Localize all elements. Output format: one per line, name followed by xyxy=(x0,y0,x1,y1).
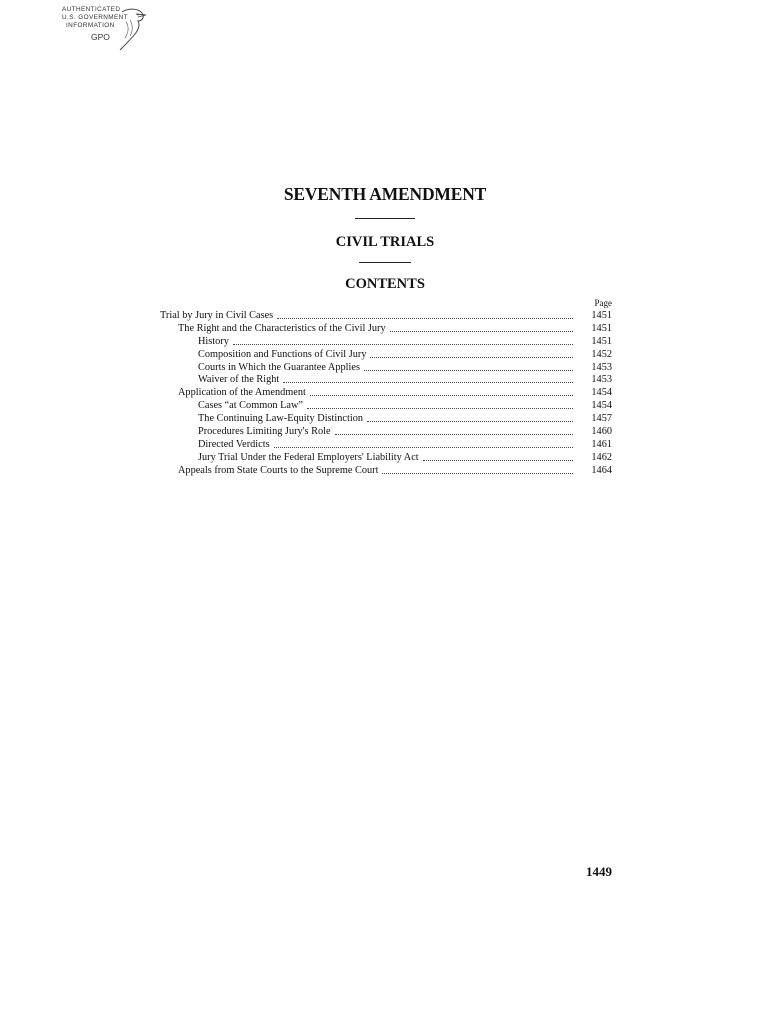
toc-dot-leader xyxy=(274,447,573,448)
toc-dot-leader xyxy=(233,344,573,345)
toc-entry xyxy=(160,426,612,439)
toc-entry-line xyxy=(198,413,577,426)
toc-entry-page: 1454 xyxy=(591,387,612,399)
gpo-authentication-seal xyxy=(62,6,148,54)
title-divider xyxy=(355,218,415,219)
toc-dot-leader xyxy=(310,395,573,396)
toc-entry-line xyxy=(198,374,577,387)
toc-entry-title: Procedures Limiting Jury's Role xyxy=(198,426,331,438)
toc-entry-title: Appeals from State Courts to the Supreme Court xyxy=(178,464,379,476)
toc-entry-page: 1461 xyxy=(591,438,612,450)
toc-entry-page: 1452 xyxy=(591,348,612,360)
toc-entry xyxy=(160,439,612,452)
seal-text-gpo: GPO xyxy=(91,32,110,42)
toc-entry-title: Directed Verdicts xyxy=(198,438,270,450)
seal-text-authenticated: AUTHENTICATED xyxy=(62,6,121,13)
toc-entry-line xyxy=(198,452,577,465)
toc-entry-line xyxy=(198,362,577,375)
toc-entry-line xyxy=(178,387,577,400)
toc-entry xyxy=(160,349,612,362)
toc-entry-title: History xyxy=(198,335,229,347)
toc-entry-line xyxy=(198,439,577,452)
toc-entry-page: 1451 xyxy=(591,322,612,334)
toc-entry-title: Trial by Jury in Civil Cases xyxy=(160,310,274,321)
toc-entry-title: The Right and the Characteristics of the Civil Jury xyxy=(178,322,386,334)
toc-entry-line xyxy=(198,400,577,413)
toc-dot-leader xyxy=(370,357,573,358)
contents-heading: CONTENTS xyxy=(345,276,425,292)
toc-entry-line xyxy=(160,310,577,323)
toc-entry xyxy=(160,323,612,336)
toc-entry-page: 1462 xyxy=(591,451,612,463)
toc-dot-leader xyxy=(390,331,573,332)
toc-dot-leader xyxy=(277,318,573,319)
toc-entry-title: Cases “at Common Law” xyxy=(198,400,303,412)
toc-entry-page: 1464 xyxy=(591,464,612,476)
toc-dot-leader xyxy=(364,370,573,371)
toc-entry-page: 1453 xyxy=(591,374,612,386)
subtitle-divider xyxy=(359,262,411,263)
toc-entry-title: Waiver of the Right xyxy=(198,374,280,386)
toc-entry-page: 1451 xyxy=(591,310,612,321)
toc-dot-leader xyxy=(423,460,573,461)
toc-entry-page: 1453 xyxy=(591,361,612,373)
toc-entry xyxy=(160,310,612,323)
toc-dot-leader xyxy=(335,434,573,435)
toc-entry-line xyxy=(178,323,577,336)
toc-dot-leader xyxy=(307,408,573,409)
toc-entry xyxy=(160,374,612,387)
toc-entry-title: Composition and Functions of Civil Jury xyxy=(198,348,367,360)
toc-entry xyxy=(160,413,612,426)
toc-entry-line xyxy=(198,336,577,349)
toc-entry-page: 1457 xyxy=(591,413,612,425)
table-of-contents xyxy=(160,310,612,478)
seal-text-government: U.S. GOVERNMENT xyxy=(62,14,129,21)
toc-entry-title: Application of the Amendment xyxy=(178,387,306,399)
toc-entry-page: 1454 xyxy=(591,400,612,412)
toc-entry-title: The Continuing Law-Equity Distinction xyxy=(198,413,364,425)
toc-dot-leader xyxy=(283,382,573,383)
toc-entry xyxy=(160,400,612,413)
section-subtitle: CIVIL TRIALS xyxy=(335,234,435,250)
page-column-label: Page xyxy=(594,298,612,308)
toc-dot-leader xyxy=(382,473,573,474)
toc-entry xyxy=(160,465,612,478)
toc-entry-page: 1451 xyxy=(591,335,612,347)
toc-dot-leader xyxy=(367,421,573,422)
page-number: 1449 xyxy=(586,864,612,879)
toc-entry-title: Courts in Which the Guarantee Applies xyxy=(198,361,360,373)
toc-entry xyxy=(160,387,612,400)
toc-entry xyxy=(160,336,612,349)
seal-text-information: INFORMATION xyxy=(66,22,115,29)
toc-entry-line xyxy=(198,349,577,362)
toc-entry-title: Jury Trial Under the Federal Employers' Liability Act xyxy=(198,451,419,463)
toc-entry-line xyxy=(178,465,577,478)
page-title: SEVENTH AMENDMENT xyxy=(283,184,487,204)
toc-entry xyxy=(160,452,612,465)
toc-entry-page: 1460 xyxy=(591,426,612,438)
toc-entry xyxy=(160,362,612,375)
toc-entry-line xyxy=(198,426,577,439)
